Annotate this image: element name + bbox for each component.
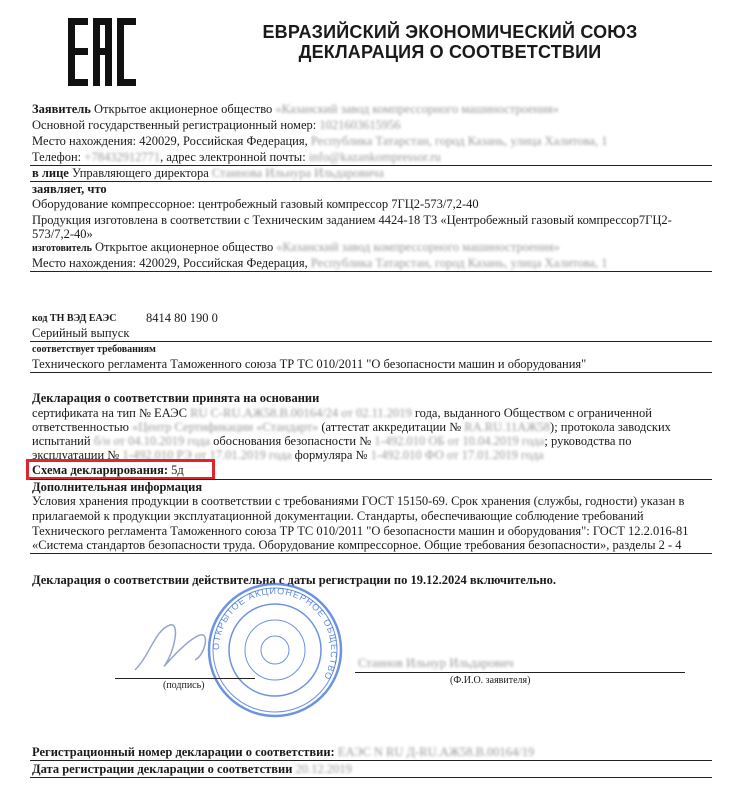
applicant-line (32, 102, 559, 116)
certifier-name: «Центр Сертификации «Стандарт» (132, 420, 319, 434)
applicant-location-value: Республика Татарстан, город Казань, улица Халитова, 1 (310, 134, 608, 148)
basis-text: года, выданного Обществом с ограниченной (414, 406, 652, 420)
phone-label: Телефон: (32, 150, 82, 164)
divider (30, 341, 712, 342)
conformity-text: Технического регламента Таможенного союза ТР ТС 010/2011 "О безопасности машин и оборудования" (32, 357, 587, 371)
basis-text: испытаний (32, 434, 91, 448)
scheme-value: 5д (171, 463, 184, 477)
validity-text: Декларация о соответствии действительна с даты регистрации по 19.12.2024 включительно. (32, 573, 557, 587)
applicant-label: Заявитель (32, 102, 91, 116)
additional-line-4: «Система стандартов безопасности труда. Оборудование компрессорное. Общие требования безопасности», разделы 2 - 4 (32, 538, 682, 552)
additional-line-1: Условия хранения продукции в соответствии с требованиями ГОСТ 15150-69. Срок хранения (службы, годности) указан в (32, 494, 685, 508)
applicant-org-name: «Казанский завод компрессорного машиностроения» (275, 102, 559, 116)
applicant-org: Открытое акционерное общество (94, 102, 273, 116)
basis-text: (аттестат аккредитации № (321, 420, 462, 434)
phone-value: +78432912771 (84, 150, 161, 164)
declares-label: заявляет, что (32, 182, 107, 196)
applicant-location-label: Место нахождения: 420029, Российская Федерация, (32, 134, 308, 148)
registration-date-value: 20.12.2019 (295, 762, 352, 776)
person-position: Управляющего директора (71, 166, 209, 180)
signature-line (115, 678, 255, 679)
stamp-seal (205, 580, 345, 720)
basis-text: эксплуатации № (32, 448, 120, 462)
reg-number-line (32, 118, 401, 132)
additional-line-3: Технического регламента Таможенного союза ТР ТС 010/2011 "О безопасности машин и оборудования": ГОСТ 12.2.016-81 (32, 524, 689, 538)
serial-line: Серийный выпуск (32, 326, 130, 340)
basis-text: сертификата на тип № ЕАЭС (32, 406, 187, 420)
scheme-label: Схема декларирования: (32, 463, 169, 477)
registration-number-label: Регистрационный номер декларации о соответствии: (32, 745, 335, 759)
additional-line-2: прилагаемой к продукции эксплуатационной документации. Стандарты, обеспечивающие соблюдение требований (32, 509, 644, 523)
manufacturer-label: изготовитель (32, 243, 92, 254)
manufacturer-org-name: «Казанский завод компрессорного машиностроения» (276, 240, 560, 254)
certificate-number: RU C-RU.AЖ58.В.00164/24 от 02.11.2019 (190, 406, 412, 420)
basis-text: обоснования безопасности № (213, 434, 372, 448)
registration-number-line (32, 745, 534, 759)
scheme-highlight-box (26, 459, 215, 480)
signature-mark (125, 610, 225, 680)
basis-label: Декларация о соответствии принята на основании (32, 391, 320, 405)
stamp-text: ОТКРЫТОЕ АКЦИОНЕРНОЕ ОБЩЕСТВО (210, 585, 340, 682)
title-union: ЕВРАЗИЙСКИЙ ЭКОНОМИЧЕСКИЙ СОЮЗ (262, 22, 638, 42)
manufacturer-location-label: Место нахождения: 420029, Российская Федерация, (32, 256, 308, 270)
basis-text: ); протокола заводских (550, 420, 671, 434)
code-label: код ТН ВЭД ЕАЭС (32, 313, 117, 324)
conformity-label: соответствует требованиям (32, 344, 156, 355)
person-line (32, 166, 384, 180)
applicant-location-line (32, 134, 607, 148)
spec-line-2: 573/7,2-40» (32, 227, 93, 241)
additional-label: Дополнительная информация (32, 480, 203, 494)
spec-line-1: Продукция изготовлена в соответствии с Техническим заданием 4424-18 ТЗ «Центробежный газовый компрессор7ГЦ2- (32, 213, 672, 227)
reg-number-label: Основной государственный регистрационный номер: (32, 118, 317, 132)
person-name: Стаинова Ильнура Ильдаровича (211, 166, 384, 180)
form-number: 1-492.010 ФО от 17.01.2019 года (370, 448, 544, 462)
email-label: , адрес электронной почты: (160, 150, 306, 164)
product-line: Оборудование компрессорное: центробежный газовый компрессор 7ГЦ2-573/7,2-40 (32, 197, 479, 211)
safety-justification: 1-492.010 ОБ от 10.04.2019 года (374, 434, 545, 448)
divider (30, 777, 712, 778)
email-value: info@kazankompressor.ru (308, 150, 441, 164)
title-declaration: ДЕКЛАРАЦИЯ О СООТВЕТСТВИИ (298, 42, 602, 62)
manufacturer-line (32, 240, 560, 256)
divider (30, 760, 712, 761)
reg-number-value: 1021603615956 (319, 118, 401, 132)
divider (30, 372, 712, 373)
basis-text: ответственностью (32, 420, 129, 434)
registration-date-line (32, 762, 352, 776)
registration-date-label: Дата регистрации декларации о соответствии (32, 762, 293, 776)
basis-text: формуляра № (294, 448, 368, 462)
manual-number: 1-492.010 РЭ от 17.01.2019 года (122, 448, 292, 462)
contact-line (32, 150, 441, 164)
person-label: в лице (32, 166, 69, 180)
name-line (355, 672, 685, 673)
signature-caption: (подпись) (163, 680, 205, 691)
code-value: 8414 80 190 0 (146, 311, 218, 325)
name-caption: (Ф.И.О. заявителя) (450, 675, 531, 686)
test-protocol: б/н от 04.10.2019 года (93, 434, 210, 448)
eac-logo (66, 16, 138, 88)
basis-line-1 (32, 406, 652, 420)
manufacturer-location-value: Республика Татарстан, город Казань, улица Халитова, 1 (310, 256, 608, 270)
manufacturer-org: Открытое акционерное общество (95, 240, 274, 254)
applicant-name: Стаинов Ильнур Ильдарович (358, 656, 514, 670)
divider (30, 553, 712, 554)
basis-line-2 (32, 420, 671, 434)
manufacturer-location-line (32, 256, 607, 270)
basis-line-3 (32, 434, 631, 448)
accreditation-number: RA.RU.11АЖ58 (464, 420, 551, 434)
basis-text: ; руководства по (544, 434, 632, 448)
registration-number-value: ЕАЭС N RU Д-RU.АЖ58.В.00164/19 (337, 745, 535, 759)
divider (30, 271, 712, 272)
divider (30, 181, 712, 182)
